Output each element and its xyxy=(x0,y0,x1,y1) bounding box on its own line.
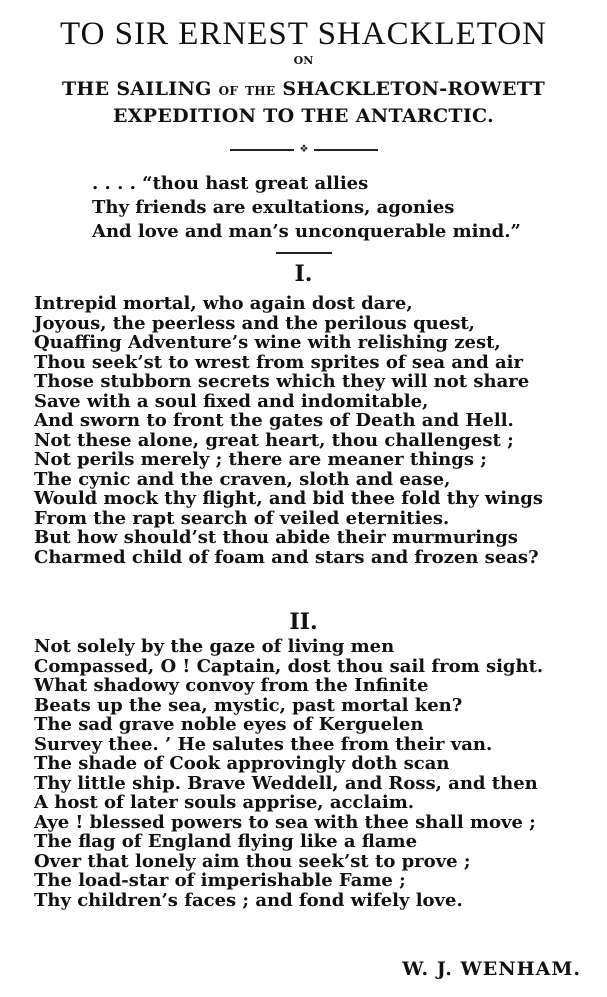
subtitle-part-a: THE SAILING xyxy=(61,78,212,100)
verse-line: Charmed child of foam and stars and frozen seas? xyxy=(34,546,539,568)
verse-line: Not solely by the gaze of living men xyxy=(34,636,395,657)
epigraph-line: . . . . “thou hast great allies xyxy=(92,173,369,194)
subtitle-line-2: EXPEDITION TO THE ANTARCTIC. xyxy=(112,105,495,127)
verse-line: A host of later souls apprise, acclaim. xyxy=(34,792,415,813)
subtitle-of: OF xyxy=(218,84,239,98)
divider-rule-right xyxy=(314,149,378,151)
verse-line: Thy little ship. Brave Weddell, and Ross, and then xyxy=(34,772,538,794)
subtitle-line-1 xyxy=(0,78,607,102)
verse-line: And sworn to front the gates of Death and Hell. xyxy=(34,410,514,431)
ornamental-divider xyxy=(230,145,378,155)
stanza-rule xyxy=(276,252,332,254)
verse-line: The cynic and the craven, sloth and ease, xyxy=(34,468,451,490)
stanza-1 xyxy=(34,294,600,567)
verse-line: Thou seek’st to wrest from sprites of sea and air xyxy=(34,351,523,373)
epigraph-line: And love and man’s unconquerable mind.” xyxy=(92,221,521,242)
verse-line: The sad grave noble eyes of Kerguelen xyxy=(34,714,424,735)
subtitle-the: THE xyxy=(245,84,276,98)
verse-line: Compassed, O ! Captain, dost thou sail from sight. xyxy=(34,655,544,677)
verse-line: Survey thee. ’ He salutes thee from their van. xyxy=(34,733,493,755)
verse-line: Joyous, the peerless and the perilous quest, xyxy=(34,312,475,334)
title-connector: ON xyxy=(293,54,314,67)
verse-line: What shadowy convoy from the Infinite xyxy=(34,675,429,696)
stanza-numeral: I. xyxy=(294,261,313,287)
epigraph xyxy=(92,172,572,244)
verse-line: The load-star of imperishable Fame ; xyxy=(34,870,406,891)
verse-line: Intrepid mortal, who again dost dare, xyxy=(34,293,413,314)
verse-line: Save with a soul fixed and indomitable, xyxy=(34,390,429,412)
verse-line: Not these alone, great heart, thou challengest ; xyxy=(34,429,514,451)
verse-line: Thy children’s faces ; and fond wifely love. xyxy=(34,889,463,911)
divider-rule-left xyxy=(230,149,294,151)
verse-line: Not perils merely ; there are meaner things ; xyxy=(34,449,487,470)
verse-line: Would mock thy flight, and bid thee fold thy wings xyxy=(34,488,544,509)
verse-line: Beats up the sea, mystic, past mortal ken? xyxy=(34,694,463,716)
verse-line: But how should’st thou abide their murmurings xyxy=(34,527,518,548)
verse-line: Those stubborn secrets which they will not share xyxy=(34,371,530,392)
subtitle-part-b: SHACKLETON-ROWETT xyxy=(282,78,546,100)
divider-ornament-icon: ❖ xyxy=(299,144,309,155)
poem-title: TO SIR ERNEST SHACKLETON xyxy=(60,16,547,52)
verse-line: From the rapt search of veiled eternities. xyxy=(34,507,450,529)
stanza-2 xyxy=(34,637,600,910)
verse-line: Aye ! blessed powers to sea with thee shall move ; xyxy=(34,811,536,833)
verse-line: The shade of Cook approvingly doth scan xyxy=(34,753,450,774)
epigraph-line: Thy friends are exultations, agonies xyxy=(92,197,455,218)
verse-line: Over that lonely aim thou seek’st to prove ; xyxy=(34,850,471,872)
verse-line: The flag of England flying like a flame xyxy=(34,831,418,852)
author-signature: W. J. WENHAM. xyxy=(402,958,581,980)
verse-line: Quaffing Adventure’s wine with relishing zest, xyxy=(34,332,501,353)
stanza-numeral: II. xyxy=(289,609,318,635)
